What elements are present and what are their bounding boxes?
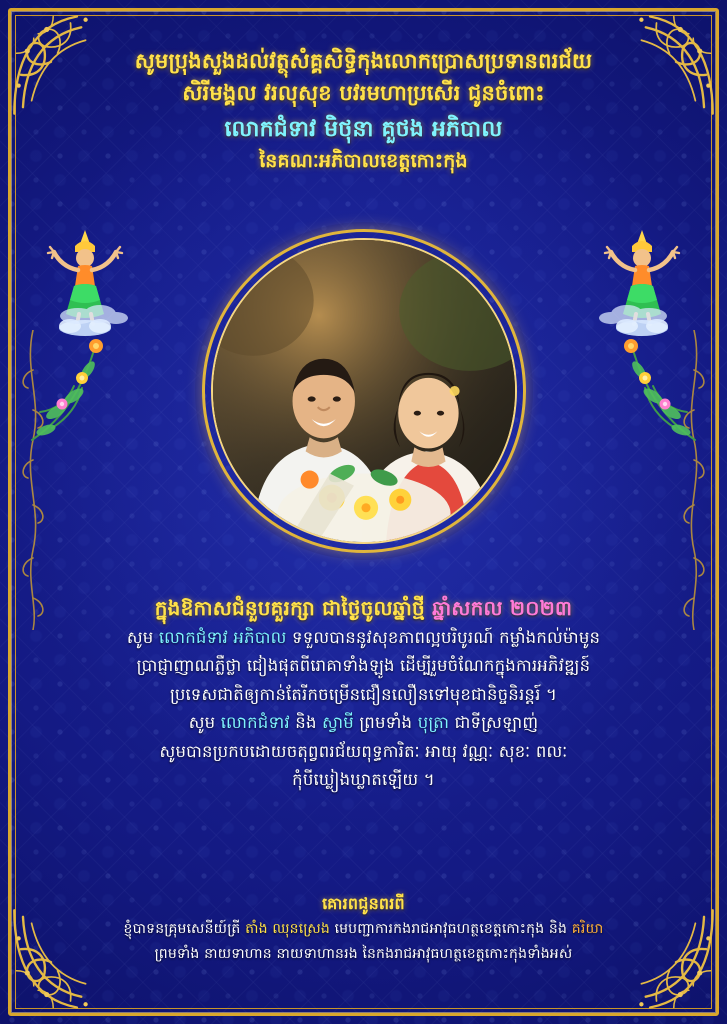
footer-1-prefix: ខ្ញុំបាទនគ្រុមសេនីយ៍ត្រី (123, 921, 241, 937)
wish-line-3: ប្រទេសជាតិឲ្យកាន់តែរីកចម្រើនជឿនលឿនទៅមុខជានិច្ចនិរន្តរ៍ ។ (169, 684, 558, 704)
wish-line-6: កុំបីឃ្លៀងឃ្លាតឡើយ ។ (292, 769, 435, 789)
wish-line-1 (28, 624, 699, 652)
wish-line-5: សូមបានប្រកបដោយចតុព្វពរជ័យពុទ្ធការិតៈ អាយុ វណ្ណៈ សុខៈ ពលៈ (159, 741, 568, 761)
footer-1-spouse: គរិយា (571, 921, 604, 937)
wish-line-2: ប្រាជ្ញាញាណភ្លឺថ្លា ជៀងផុតពីរោគាទាំងឡូង ដើម្បីរួមចំណែកក្នុងការអភិវឌ្ឍន៍ (136, 656, 591, 676)
header-line-2: សិរីមង្គល វរលុសុខ បវរមហាប្រសើរ ជូនចំពោះ (182, 80, 545, 105)
card-content (28, 44, 699, 994)
occasion-line (28, 592, 699, 624)
wish-4-prefix: សូម (188, 713, 216, 733)
wish-4-with: ព្រមទាំង (359, 713, 413, 733)
footer-1-name: តាំង ឈុនស្រេង (245, 921, 330, 937)
header-line-3: លោកជំទាវ មិថុនា គួថង អភិបាល (224, 117, 503, 142)
wish-4-honorific: លោកជំទាវ (220, 713, 290, 733)
wish-line-4 (28, 709, 699, 737)
wish-1-honorific: លោកជំទាវ អភិបាល (158, 628, 287, 647)
header-line-4: នៃគណៈអភិបាលខេត្តកោះកុង (259, 150, 468, 173)
footer-title: គោរពជូនពរពី (322, 893, 405, 913)
wish-4-and: និង (295, 713, 317, 733)
footer-block (28, 890, 699, 966)
wish-4-spouse: ស្វាមី (322, 713, 354, 733)
footer-line-2: ព្រមទាំង នាយទាហាន នាយទាហានរង នៃកងរាជអាវុធហត្ថខេត្តកោះកុងទាំងអស់ (154, 945, 573, 962)
header-line-1: សូមប្រុងសួងដល់វត្ថុសំគ្គសិទ្ធិកុងលោកប្រោសប្រទានពរជ័យ (134, 49, 593, 73)
wish-4-children: បុត្រា (417, 713, 450, 733)
occasion-year: ឆ្នាំសកល ២០២៣ (432, 596, 573, 620)
wish-4-tail: ជាទីស្រឡាញ់ (454, 713, 539, 733)
body-block (28, 592, 699, 794)
footer-1-role: មេបញ្ជាការកងរាជអាវុធហត្ថខេត្តកោះកុង និង (334, 921, 568, 937)
wish-1-prefix: សូម (126, 628, 154, 647)
header-block (28, 46, 699, 176)
footer-line-1 (28, 917, 699, 942)
wish-1-rest: ទទួលបាននូវសុខភាពល្អបរិបូរណ៍ កម្លាំងកល់ម៉ាមូន (292, 628, 601, 647)
occasion-prefix: ក្នុងឱកាសជំនួបគួរក្សា ជាថ្ងៃចូលឆ្នាំថ្មី (154, 596, 425, 620)
